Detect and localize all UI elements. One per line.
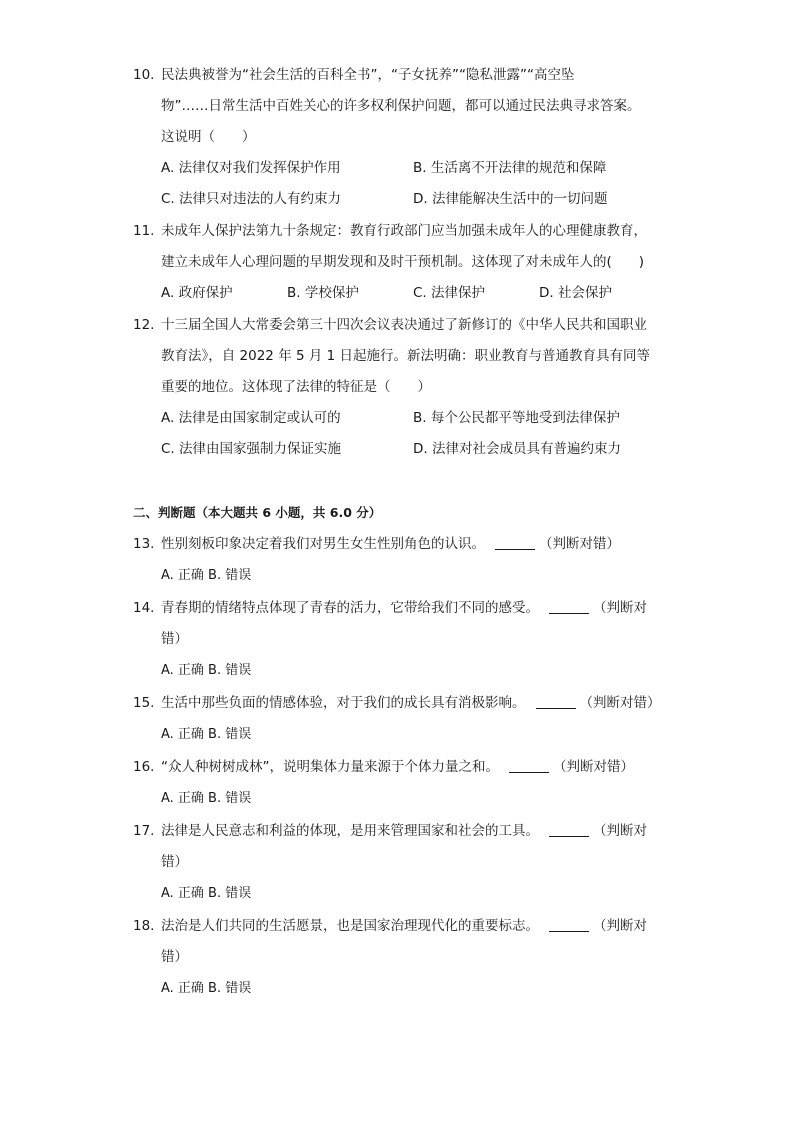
question-number: 11. xyxy=(133,223,155,239)
option-d[interactable]: D. 社会保护 xyxy=(539,285,612,301)
question-14 xyxy=(133,593,673,686)
option-a[interactable]: A. 法律仅对我们发挥保护作用 xyxy=(161,160,341,176)
answer-blank[interactable] xyxy=(549,823,589,838)
question-13 xyxy=(133,529,673,591)
answer-blank[interactable] xyxy=(536,695,576,710)
question-number: 15. xyxy=(133,695,155,711)
question-stem: 法治是人们共同的生活愿景，也是国家治理现代化的重要标志。 xyxy=(161,918,539,934)
question-number: 10. xyxy=(133,67,155,83)
question-hint-cont: 错） xyxy=(161,949,188,965)
answer-options[interactable]: A. 正确 B. 错误 xyxy=(161,663,252,678)
question-hint: （判断对 xyxy=(593,823,647,839)
option-a[interactable]: A. 法律是由国家制定或认可的 xyxy=(161,410,341,426)
option-a[interactable]: A. 政府保护 xyxy=(161,285,233,301)
answer-options[interactable]: A. 正确 B. 错误 xyxy=(161,727,252,742)
option-b[interactable]: B. 学校保护 xyxy=(287,285,359,301)
question-10 xyxy=(133,60,673,215)
options-row xyxy=(133,153,673,184)
question-hint: （判断对错） xyxy=(579,695,661,711)
section-title: 二、判断题（本大题共 6 小题，共 6.0 分） xyxy=(133,505,382,520)
question-stem-cont: 物”……日常生活中百姓关心的许多权利保护问题，都可以通过民法典寻求答案。 xyxy=(161,98,641,114)
question-16 xyxy=(133,752,673,814)
answer-options[interactable]: A. 正确 B. 错误 xyxy=(161,981,252,996)
question-stem-cont: 建立未成年人心理问题的早期发现和及时干预机制。这体现了对未成年人的( ) xyxy=(161,254,645,270)
question-number: 12. xyxy=(133,317,155,333)
question-hint-cont: 错） xyxy=(161,854,188,870)
question-stem: 青春期的情绪特点体现了青春的活力，它带给我们不同的感受。 xyxy=(161,600,539,616)
question-stem-cont: 重要的地位。这体现了法律的特征是（ ） xyxy=(161,379,431,395)
question-stem: 未成年人保护法第九十条规定：教育行政部门应当加强未成年人的心理健康教育， xyxy=(161,223,647,239)
answer-options[interactable]: A. 正确 B. 错误 xyxy=(161,886,252,901)
question-stem: “众人种树树成林”，说明集体力量来源于个体力量之和。 xyxy=(161,759,499,775)
option-c[interactable]: C. 法律保护 xyxy=(413,285,486,301)
question-stem: 法律是人民意志和利益的体现，是用来管理国家和社会的工具。 xyxy=(161,823,539,839)
question-17 xyxy=(133,816,673,909)
question-stem-cont: 这说明（ ） xyxy=(161,129,256,145)
option-b[interactable]: B. 每个公民都平等地受到法律保护 xyxy=(413,410,620,426)
question-number: 18. xyxy=(133,918,155,934)
answer-blank[interactable] xyxy=(549,918,589,933)
question-hint: （判断对 xyxy=(593,918,647,934)
option-d[interactable]: D. 法律能解决生活中的一切问题 xyxy=(413,191,608,207)
option-c[interactable]: C. 法律只对违法的人有约束力 xyxy=(161,191,342,207)
options-row xyxy=(133,403,673,434)
answer-options[interactable]: A. 正确 B. 错误 xyxy=(161,568,252,583)
question-stem: 民法典被誉为“社会生活的百科全书”，“子女抚养”“隐私泄露”“高空坠 xyxy=(161,67,575,83)
option-d[interactable]: D. 法律对社会成员具有普遍约束力 xyxy=(413,441,621,457)
question-11 xyxy=(133,216,673,309)
question-stem: 生活中那些负面的情感体验，对于我们的成长具有消极影响。 xyxy=(161,695,526,711)
answer-blank[interactable] xyxy=(495,536,535,551)
answer-blank[interactable] xyxy=(509,759,549,774)
question-hint: （判断对错） xyxy=(553,759,634,775)
option-c[interactable]: C. 法律由国家强制力保证实施 xyxy=(161,441,342,457)
question-number: 16. xyxy=(133,759,155,775)
question-hint-cont: 错） xyxy=(161,631,188,647)
question-stem: 性别刻板印象决定着我们对男生女生性别角色的认识。 xyxy=(161,536,485,552)
question-hint: （判断对错） xyxy=(539,536,620,552)
question-hint: （判断对 xyxy=(593,600,647,616)
answer-options[interactable]: A. 正确 B. 错误 xyxy=(161,791,252,806)
question-18 xyxy=(133,911,673,1004)
options-row xyxy=(133,278,673,309)
options-row xyxy=(133,434,673,465)
question-stem-cont: 教育法》，自 2022 年 5 月 1 日起施行。新法明确：职业教育与普通教育具有同等 xyxy=(161,348,651,364)
options-row xyxy=(133,184,673,215)
option-b[interactable]: B. 生活离不开法律的规范和保障 xyxy=(413,160,607,176)
question-12 xyxy=(133,310,673,465)
question-15 xyxy=(133,688,673,750)
question-number: 13. xyxy=(133,536,155,552)
question-stem: 十三届全国人大常委会第三十四次会议表决通过了新修订的《中华人民共和国职业 xyxy=(161,317,647,333)
question-number: 17. xyxy=(133,823,155,839)
question-number: 14. xyxy=(133,600,155,616)
answer-blank[interactable] xyxy=(549,600,589,615)
